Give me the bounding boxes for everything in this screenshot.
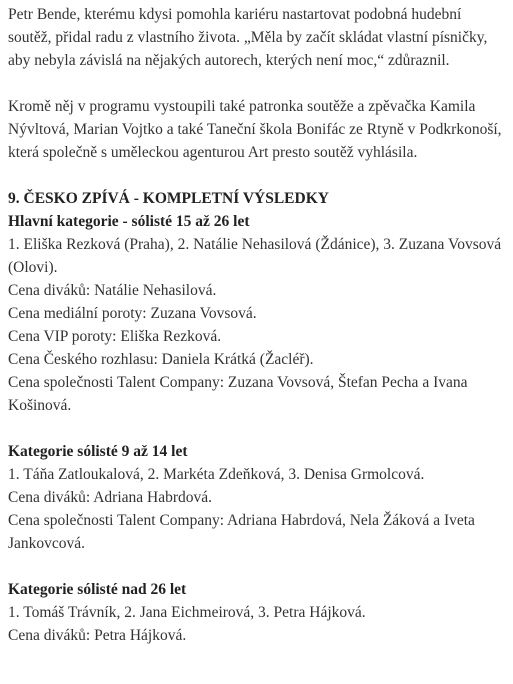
category-9-14-prize-audience: Cena diváků: Adriana Habrdová. — [8, 489, 213, 506]
results-category-9-14 — [8, 440, 505, 555]
category-over-26-heading: Kategorie sólisté nad 26 let — [8, 581, 187, 598]
results-main-category — [8, 187, 505, 417]
main-category-prize-media-jury: Cena mediální poroty: Zuzana Vovsová. — [8, 305, 257, 322]
main-category-heading: Hlavní kategorie - sólisté 15 až 26 let — [8, 213, 250, 230]
main-category-prize-czech-radio: Cena Českého rozhlasu: Daniela Krátká (Žacléř). — [8, 351, 314, 368]
article-paragraph-bende: Petr Bende, kterému kdysi pomohla kariéru nastartovat podobná hudební soutěž, přidal radu z vlastního života. „Měla by začít skládat vlastní písničky, aby nebyla závislá na nějakých autorech, kterých není moc,“ zdůraznil. — [8, 6, 488, 69]
article-paragraph-program: Kromě něj v programu vystoupili také patronka soutěže a zpěvačka Kamila Nývltová, Marian Vojtko a také Taneční škola Bonifác ze Rtyně v Podkrkonoší, která společně s uměleckou agenturou Art presto soutěž vyhlásila. — [8, 98, 502, 161]
main-category-prize-audience: Cena diváků: Natálie Nehasilová. — [8, 282, 217, 299]
main-category-prize-vip-jury: Cena VIP poroty: Eliška Rezková. — [8, 328, 222, 345]
category-9-14-prize-talent-company: Cena společnosti Talent Company: Adriana Habrdová, Nela Žáková a Iveta Jankovcová. — [8, 512, 475, 552]
results-category-over-26 — [8, 578, 505, 647]
main-category-prize-talent-company: Cena společnosti Talent Company: Zuzana Vovsová, Štefan Pecha a Ivana Košinová. — [8, 374, 468, 414]
main-category-placements: 1. Eliška Rezková (Praha), 2. Natálie Nehasilová (Ždánice), 3. Zuzana Vovsová (Olovi). — [8, 236, 502, 276]
category-9-14-heading: Kategorie sólisté 9 až 14 let — [8, 443, 188, 460]
results-title: 9. ČESKO ZPÍVÁ - KOMPLETNÍ VÝSLEDKY — [8, 190, 329, 207]
category-over-26-prize-audience: Cena diváků: Petra Hájková. — [8, 627, 187, 644]
category-over-26-placements: 1. Tomáš Trávník, 2. Jana Eichmeirová, 3. Petra Hájková. — [8, 604, 366, 621]
category-9-14-placements: 1. Táňa Zatloukalová, 2. Markéta Zdeňková, 3. Denisa Grmolcová. — [8, 466, 425, 483]
